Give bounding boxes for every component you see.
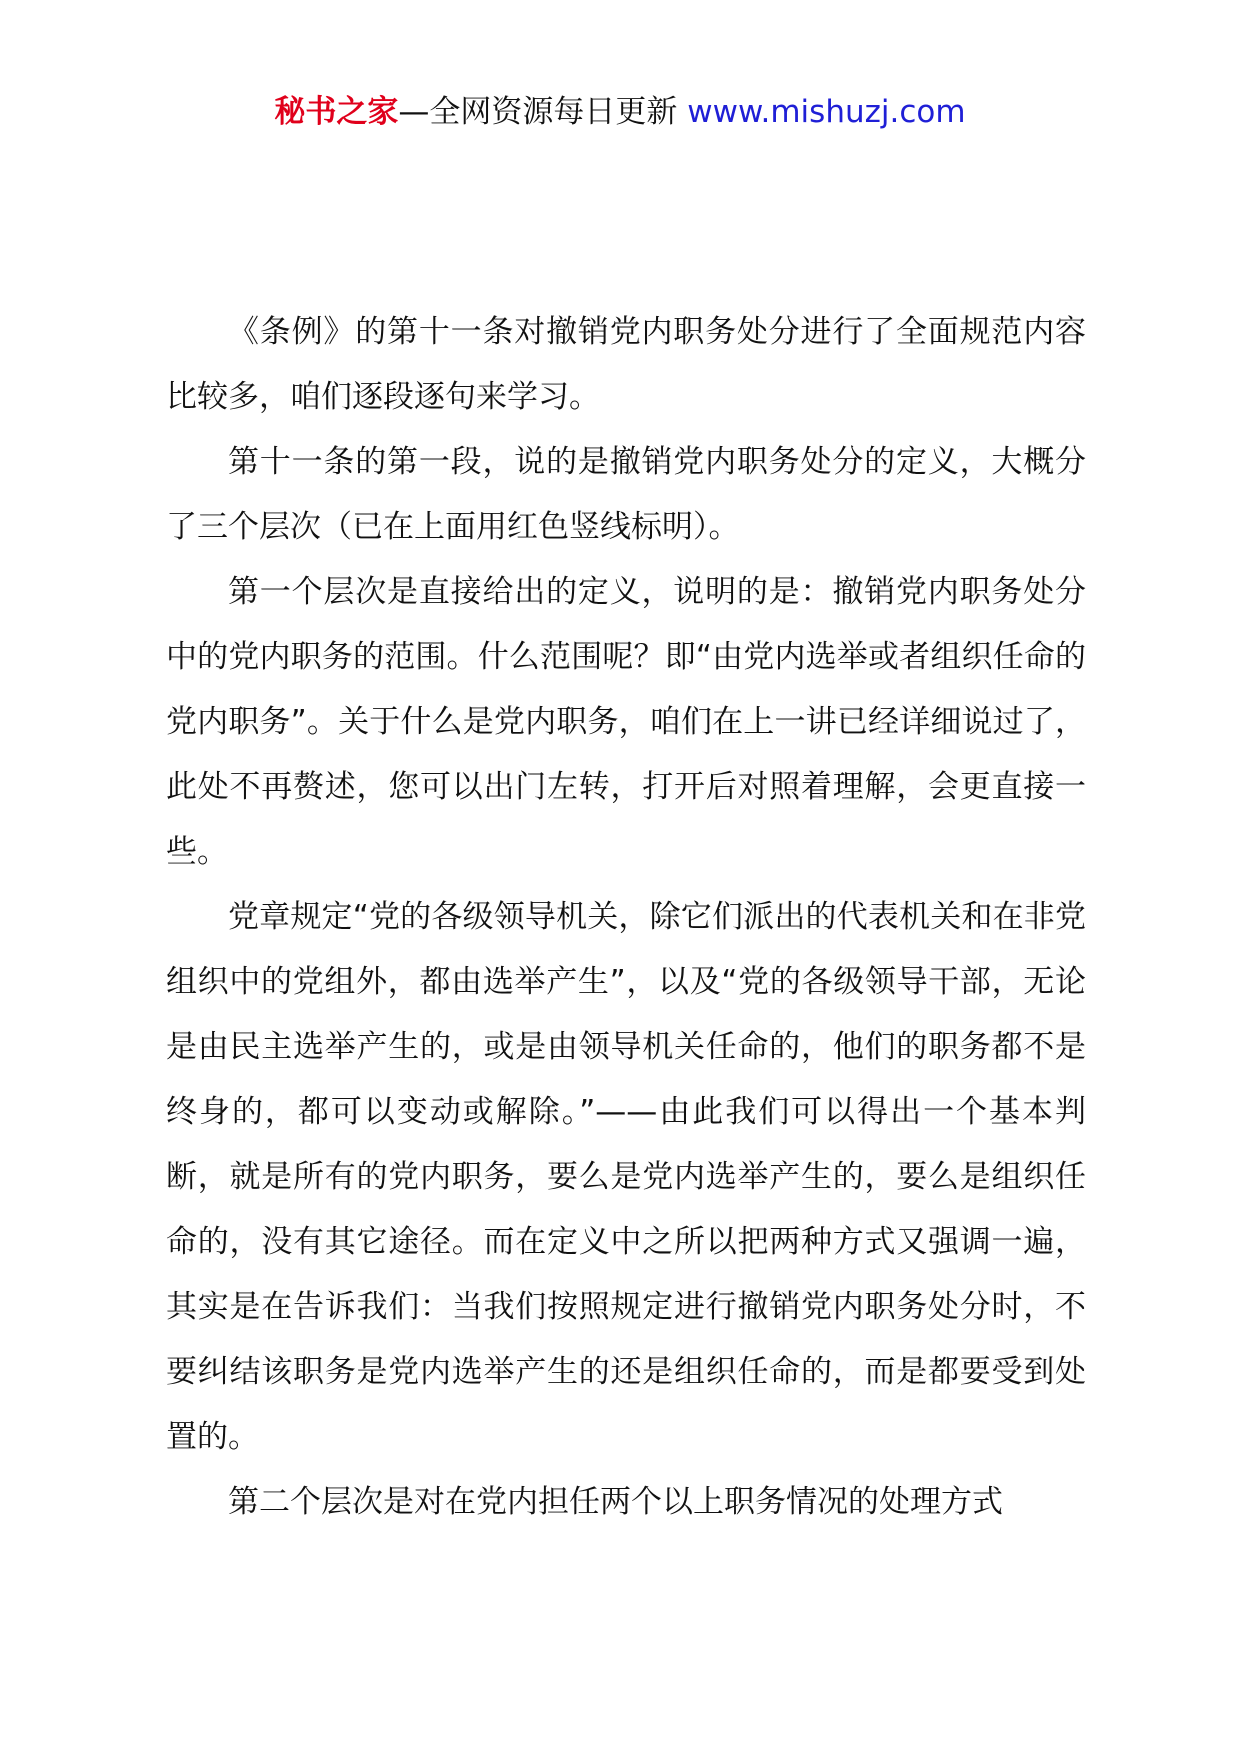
site-header [0,92,1240,132]
site-url[interactable]: www.mishuzj.com [687,94,966,130]
paragraph-2: 第十一条的第一段，说的是撤销党内职务处分的定义，大概分了三个层次（已在上面用红色竖线标明）。 [166,444,1086,545]
document-body [166,300,1086,1535]
paragraph-1: 《条例》的第十一条对撤销党内职务处分进行了全面规范内容比较多，咱们逐段逐句来学习。 [166,314,1086,415]
paragraph-4: 党章规定“党的各级领导机关，除它们派出的代表机关和在非党组织中的党组外，都由选举产生”，以及“党的各级领导干部，无论是由民主选举产生的，或是由领导机关任命的，他们的职务都不是终身的，都可以变动或解除。”——由此我们可以得出一个基本判断，就是所有的党内职务，要么是党内选举产生的，要么是组织任命的，没有其它途径。而在定义中之所以把两种方式又强调一遍，其实是在告诉我们：当我们按照规定进行撤销党内职务处分时，不要纠结该职务是党内选举产生的还是组织任命的，而是都要受到处置的。 [166,899,1086,1455]
paragraph-5: 第二个层次是对在党内担任两个以上职务情况的处理方式 [228,1484,1003,1520]
site-tagline: —全网资源每日更新 [398,94,688,130]
brand-name: 秘书之家 [274,94,399,130]
paragraph-3: 第一个层次是直接给出的定义，说明的是：撤销党内职务处分中的党内职务的范围。什么范围呢？即“由党内选举或者组织任命的党内职务”。关于什么是党内职务，咱们在上一讲已经详细说过了，此处不再赘述，您可以出门左转，打开后对照着理解，会更直接一些。 [166,574,1086,870]
